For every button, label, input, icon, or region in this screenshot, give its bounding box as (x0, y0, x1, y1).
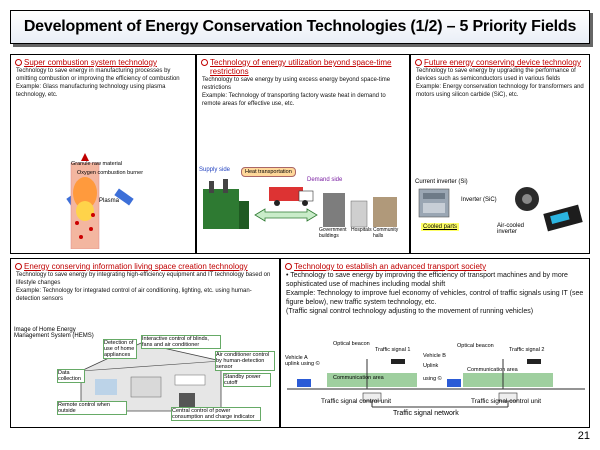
hospitals-label: Hospitals (351, 227, 372, 233)
vehicle-a-label: Vehicle A uplink using © (285, 355, 320, 367)
supply-side-label: Supply side (199, 167, 231, 173)
panel-example: Example: Glass manufacturing technology using plasma technology, etc. (16, 84, 166, 98)
air-cooled-label: Air-cooled inverter (497, 223, 525, 235)
panel-heading: Super combustion system technology (15, 58, 191, 67)
using-label: using © (423, 376, 442, 382)
panel-body: Technology to save energy by upgrading the performance of devices such as semiconductors used in various fields (416, 68, 576, 82)
panel-body: Technology to save energy by using excess energy beyond space-time restrictions (202, 77, 391, 91)
control-unit-2: Traffic signal control unit (471, 398, 542, 405)
panel-heading: Technology of energy utilization beyond space-time restrictions (201, 58, 405, 76)
comm-area-2: Communication area (467, 367, 518, 373)
signal-1-label: Traffic signal 1 (375, 347, 411, 353)
optical-beacon-2: Optical beacon (457, 343, 494, 349)
signal-network-label: Traffic signal network (393, 410, 459, 417)
page-number: 21 (577, 430, 590, 442)
panel-device-technology (410, 54, 590, 254)
panel-living-space (10, 258, 280, 428)
factory-to-buildings-illustration (199, 179, 407, 233)
panel-body: Technology to save energy by integrating high-efficiency equipment and IT technology based on lifestyle changes (16, 272, 271, 286)
panel-note: (Traffic signal control technology adjusting to the movement of running vehicles) (286, 308, 534, 315)
panel-body: Technology to save energy in manufacturing processes by omitting combustion or improving the efficiency of combustion (16, 68, 180, 82)
hems-title: Image of Home Energy Management System (HEMS) (14, 327, 94, 339)
panel-heading: Energy conserving information living space creation technology (15, 262, 275, 271)
blinds-label: Interactive control of blinds, fans and air conditioner (141, 335, 221, 349)
uplink-label: Uplink (423, 363, 439, 369)
detection-label: Detection of use of home appliances (103, 339, 137, 359)
panel-heading: Technology to establish an advanced transport society (285, 262, 585, 271)
signal-2-label: Traffic signal 2 (509, 347, 545, 353)
panel-example: Example: Energy conservation technology for transformers and motors using silicon carbide (SiC), etc. (416, 84, 584, 98)
panel-super-combustion (10, 54, 196, 254)
central-label: Central control of power consumption and charge indicator (171, 407, 261, 421)
burner-label: Oxygen combustion burner (77, 170, 144, 176)
aircon-label: Air conditioner control by human-detection sensor (215, 351, 275, 371)
panel-example: Example: Technology to improve fuel economy of vehicles, control of traffic signals using IT (see figure below), new traffic system technology, etc. (286, 290, 584, 306)
standby-label: Standby power cutoff (223, 373, 271, 387)
panel-heading: Future energy conserving device technology (415, 58, 585, 67)
comm-area-1: Communication area (333, 375, 384, 381)
current-inverter-label: Current inverter (Si) (415, 179, 468, 185)
optical-beacon-1: Optical beacon (333, 341, 370, 347)
panel-energy-utilization (196, 54, 410, 254)
community-label: Community halls (373, 227, 399, 239)
panel-example: Example: Technology for integrated control of air conditioning, lighting, etc. using human-detection sensors (16, 288, 252, 302)
title-bar (10, 10, 590, 44)
remote-label: Remote control when outside (57, 401, 127, 415)
page-title: Development of Energy Conservation Technologies (1/2) – 5 Priority Fields (23, 18, 577, 35)
sic-inverter-label: Inverter (SiC) (461, 197, 497, 203)
heat-transport-label: Heat transportation (241, 167, 296, 177)
demand-side-label: Demand side (307, 177, 343, 183)
government-label: Government buildings (319, 227, 347, 239)
vehicle-b-label: Vehicle B (423, 353, 446, 359)
panel-example: Example: Technology of transporting factory waste heat in demand to remote areas for effective use, etc. (202, 93, 386, 107)
panel-transport (280, 258, 590, 428)
control-unit-1: Traffic signal control unit (321, 398, 392, 405)
granule-label: Granule raw material (71, 161, 123, 167)
panel-body: • Technology to save energy by improving the efficiency of transport machines and by more sophisticated use of machines including modal shift (286, 272, 568, 288)
data-collection-label: Data collection (57, 369, 85, 383)
plasma-label: Plasma (99, 198, 120, 204)
cooled-parts-label: Cooled parts (423, 224, 458, 230)
